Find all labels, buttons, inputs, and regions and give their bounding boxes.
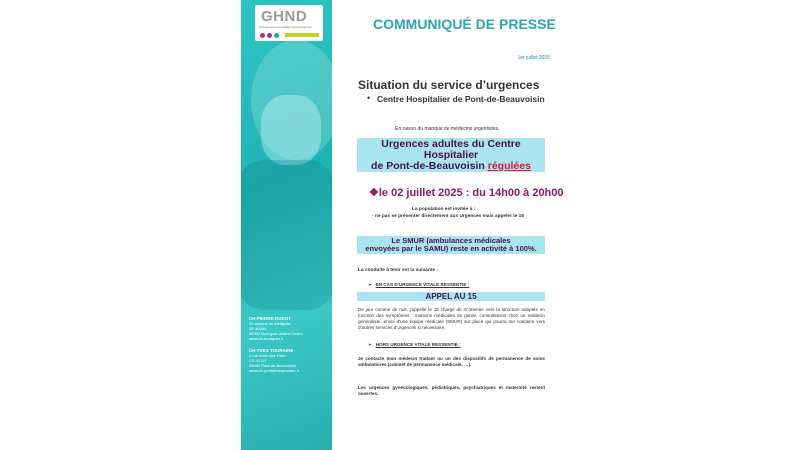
smur-box	[357, 236, 545, 254]
sidebar-photo	[241, 0, 332, 450]
logo-subtitle: Groupement Hospitalier Nord-Dauphiné	[259, 25, 312, 29]
address-line: BP 40348	[249, 326, 267, 331]
appel-box: APPEL AU 15	[357, 292, 545, 301]
address-line: 38480 Pont-de-Beauvoisin	[249, 363, 297, 368]
address-website[interactable]: www.ch-bourgoin.fr	[249, 336, 284, 341]
address-name: CH YVES TOURAINE	[249, 348, 294, 353]
logo-text: GHND	[261, 8, 308, 25]
address-line: 38302 Bourgoin-Jallieu Cedex	[249, 331, 303, 336]
press-date: 1er juillet 2025	[517, 55, 550, 61]
arrow-icon: ➢	[368, 342, 372, 347]
address-block-1	[249, 316, 327, 341]
photo-body-shape	[241, 160, 332, 310]
address-website[interactable]: www.ch-pontdebeauvoisin.fr	[249, 368, 300, 373]
ghnd-logo	[255, 5, 323, 41]
smur-line1: Le SMUR (ambulances médicales	[391, 236, 511, 245]
urgences-box	[357, 138, 545, 172]
address-line: 30 avenue du Médipôle	[249, 321, 291, 326]
headline-centre: Centre Hospitalier de Pont-de-Beauvoisin	[377, 94, 545, 104]
schedule-line: ❖le 02 juillet 2025 : du 14h00 à 20h00	[369, 187, 564, 199]
address-line: 2 rue Ambroise Paré	[249, 353, 286, 358]
bullet-icon: •	[367, 93, 371, 103]
logo-bar	[285, 33, 319, 37]
address-block-2	[249, 348, 327, 373]
urgences-line2: de Pont-de-Beauvoisin	[371, 159, 485, 172]
regulated-label: régulées	[487, 159, 531, 172]
paragraph-appel: De jour comme de nuit, j’appelle le 15 chargé de m’orienter vers la structure adaptée en fonction des symptômes : maisons médicales de garde, consultations chez un médecin généraliste, envoi d’une équipe médicale (SMUR) sur place qui pourra me conduire vers d’autres services d’urgences si nécessaire.	[358, 307, 545, 330]
section-hors-urgence	[368, 342, 461, 348]
population-intro: La population est invitée à :	[412, 207, 476, 212]
address-line: CS 40157	[249, 358, 267, 363]
urgences-line1: Urgences adultes du Centre Hospitalier	[381, 137, 521, 161]
section-label: HORS URGENCE VITALE RESSENTIE :	[375, 342, 461, 347]
paragraph-medecin: Je contacte mon médecin traitant ou un des dispositifs de permanence de soins ambulatoires (cabinet de permanence médicale, …).	[358, 356, 545, 367]
intro-text: En raison du manque de médecins urgentistes,	[395, 126, 500, 132]
section-label: EN CAS D’URGENCE VITALE RESSENTIE :	[375, 282, 470, 287]
population-instruction: - ne pas se présenter directement aux Urgences mais appeler le 15	[372, 214, 524, 219]
smur-line2: envoyées par le SAMU) reste en activité à 100%.	[365, 244, 537, 253]
arrow-icon: ➢	[368, 282, 372, 287]
paragraph-urgences-ouvertes: Les urgences gynécologiques, pédiatriques, psychiatriques et maternité restent ouvertes.	[358, 385, 545, 396]
photo-mask-shape	[261, 95, 321, 165]
page-title: COMMUNIQUÉ DE PRESSE	[373, 16, 556, 32]
conduite-heading: La conduite à tenir est la suivante :	[358, 268, 438, 273]
address-name: CH PIERRE OUDOT	[249, 316, 292, 321]
section-urgence-vitale	[368, 282, 469, 288]
urgences-line2-wrap	[371, 161, 531, 172]
logo-dots	[260, 33, 279, 38]
headline-title: Situation du service d’urgences	[358, 78, 540, 92]
